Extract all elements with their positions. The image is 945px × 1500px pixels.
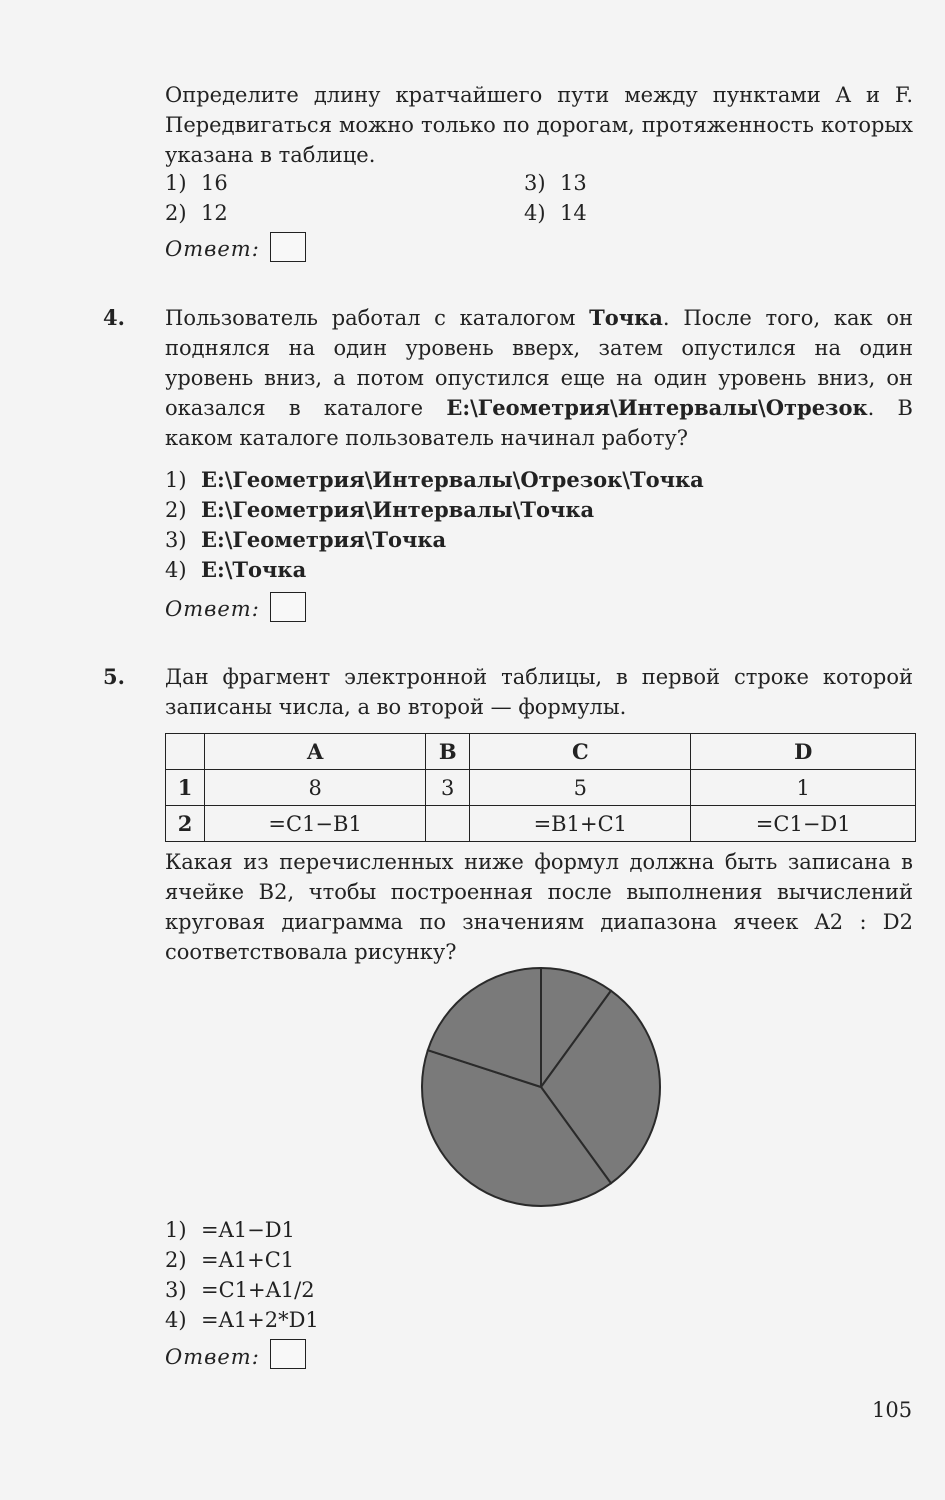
q4-option-3-num: 3) — [165, 528, 187, 552]
q5-answer-label: Ответ: — [165, 1345, 260, 1369]
q3-option-3[interactable] — [524, 168, 587, 198]
cell-a2: =C1−B1 — [205, 806, 426, 842]
cell-b1: 3 — [426, 770, 470, 806]
q5-option-4[interactable] — [165, 1305, 319, 1335]
q3-option-2-num: 2) — [165, 201, 187, 225]
q3-answer-label: Ответ: — [165, 237, 260, 261]
q5-text: Дан фрагмент электронной таблицы, в первой строке которой записаны числа, а во второй — формулы. — [165, 665, 913, 719]
table-header-row — [166, 734, 916, 770]
q4-text-middle: . После того, как он поднялся на один уровень вверх, затем опустился на один уровень вниз, а потом опустился еще на один уровень вниз, он оказался в каталоге — [165, 306, 913, 420]
q4-option-4-num: 4) — [165, 558, 187, 582]
q4-option-2[interactable] — [165, 495, 594, 525]
table-corner-cell — [166, 734, 205, 770]
q4-catalog-name: Точка — [589, 305, 663, 330]
q5-option-3-num: 3) — [165, 1278, 187, 1302]
q5-answer-box[interactable] — [270, 1339, 306, 1369]
q5-option-2[interactable] — [165, 1245, 294, 1275]
q4-option-1[interactable] — [165, 465, 704, 495]
q5-option-2-num: 2) — [165, 1248, 187, 1272]
q4-answer-box[interactable] — [270, 592, 306, 622]
q3-option-2[interactable] — [165, 198, 228, 228]
cell-d1: 1 — [691, 770, 916, 806]
q5-option-2-value: =A1+C1 — [201, 1248, 295, 1272]
q5-option-4-num: 4) — [165, 1308, 187, 1332]
q5-number: 5. — [103, 664, 125, 689]
q3-option-1-num: 1) — [165, 171, 187, 195]
cell-a1: 8 — [205, 770, 426, 806]
q4-option-3[interactable] — [165, 525, 446, 555]
cell-d2: =C1−D1 — [691, 806, 916, 842]
q5-option-1[interactable] — [165, 1215, 295, 1245]
q5-question: Какая из перечисленных ниже формул должна быть записана в ячейке B2, чтобы построенная после выполнения вычислений круговая диаграмма по значениям диапазона ячеек A2 : D2 соответствовала рисунку? — [165, 850, 913, 964]
q4-answer-label: Ответ: — [165, 597, 260, 621]
row-header-1: 1 — [166, 770, 205, 806]
column-header-c: C — [470, 734, 691, 770]
q4-option-4-value: E:\Точка — [201, 557, 307, 582]
q5-option-1-num: 1) — [165, 1218, 187, 1242]
q4-option-1-value: E:\Геометрия\Интервалы\Отрезок\Точка — [201, 467, 704, 492]
column-header-a: A — [205, 734, 426, 770]
q4-text-after: . В каком каталоге пользователь начинал работу? — [165, 396, 913, 450]
q4-option-1-num: 1) — [165, 468, 187, 492]
column-header-b: B — [426, 734, 470, 770]
q5-option-3-value: =C1+A1/2 — [201, 1278, 315, 1302]
q3-option-3-value: 13 — [560, 171, 587, 195]
q3-text: Определите длину кратчайшего пути между пунктами A и F. Передвигаться можно только по дорогам, протяженность которых указана в таблице. — [165, 83, 913, 167]
pie-chart — [419, 965, 663, 1209]
q4-option-2-value: E:\Геометрия\Интервалы\Точка — [201, 497, 595, 522]
table-row — [166, 770, 916, 806]
q3-option-1[interactable] — [165, 168, 228, 198]
table-row — [166, 806, 916, 842]
q5-option-4-value: =A1+2*D1 — [201, 1308, 319, 1332]
q4-text — [165, 303, 913, 453]
cell-b2 — [426, 806, 470, 842]
q3-option-4[interactable] — [524, 198, 587, 228]
q3-option-1-value: 16 — [201, 171, 228, 195]
q4-option-2-num: 2) — [165, 498, 187, 522]
cell-c1: 5 — [470, 770, 691, 806]
row-header-2: 2 — [166, 806, 205, 842]
column-header-d: D — [691, 734, 916, 770]
q3-option-4-value: 14 — [560, 201, 587, 225]
q4-catalog-path: E:\Геометрия\Интервалы\Отрезок — [446, 395, 868, 420]
cell-c2: =B1+C1 — [470, 806, 691, 842]
q5-option-1-value: =A1−D1 — [201, 1218, 295, 1242]
q3-option-3-num: 3) — [524, 171, 546, 195]
q3-option-2-value: 12 — [201, 201, 228, 225]
q4-option-4[interactable] — [165, 555, 306, 585]
page-number: 105 — [872, 1398, 913, 1422]
q3-option-4-num: 4) — [524, 201, 546, 225]
q5-option-3[interactable] — [165, 1275, 315, 1305]
q4-text-before: Пользователь работал с каталогом — [165, 306, 590, 330]
q3-answer-box[interactable] — [270, 232, 306, 262]
spreadsheet-table — [165, 733, 916, 842]
q4-option-3-value: E:\Геометрия\Точка — [201, 527, 447, 552]
q4-number: 4. — [103, 305, 125, 330]
